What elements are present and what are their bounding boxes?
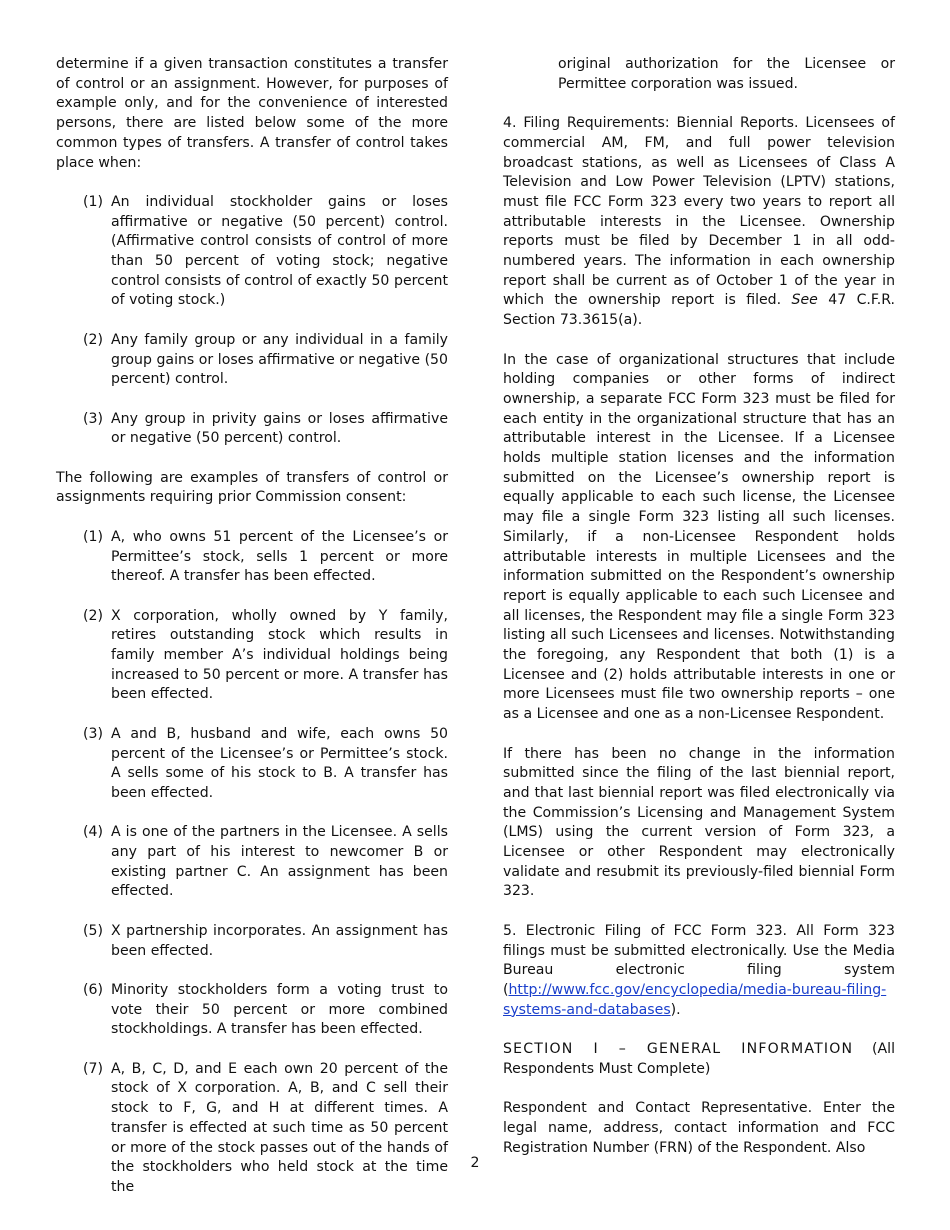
item-number: (7)	[83, 1060, 103, 1077]
electronic-filing-heading: 5. Electronic Filing of FCC Form 323.	[503, 922, 788, 939]
page-number: 2	[470, 1155, 480, 1171]
item-number: (1)	[83, 193, 103, 210]
electronic-filing-close: ).	[670, 1001, 681, 1018]
section-subtitle: (All Respondents Must Complete)	[503, 1041, 895, 1077]
see-signal: See	[791, 292, 818, 309]
list-item	[56, 1060, 448, 1198]
examples-intro: The following are examples of transfers of control or assignments requiring prior Commission consent:	[56, 469, 448, 506]
item-number: (6)	[83, 981, 103, 998]
left-column	[56, 55, 448, 1217]
list-item	[56, 528, 448, 587]
list-item	[56, 193, 448, 311]
organizational-structures-paragraph: In the case of organizational structures that include holding companies or other forms of indirect ownership, a separate FCC Form 323 must be filed for each entity in the organizational structure that has an attributable interest in the Licensee. If a Licensee holds multiple station licenses and the information submitted on the Licensee’s ownership report is equally applicable to each such license, the Licensee may file a single Form 323 listing all such licenses. Similarly, if a non-Licensee Respondent holds attributable interests in multiple Licensees and the information submitted on the Respondent’s ownership report is equally applicable to each such Licensee and all licenses, the Respondent may file a single Form 323 listing all such Licensees and licenses. Notwithstanding the foregoing, any Respondent that both (1) is a Licensee and (2) holds attributable interests in one or more Licensees must file two ownership reports – one as a Licensee and one as a non-Licensee Respondent.	[503, 351, 895, 723]
list-item	[56, 725, 448, 804]
filing-requirements-body: Licensees of commercial AM, FM, and full power television broadcast stations, as well as Licensees of Class A Television and Low Power Television (LPTV) stations, must file FCC Form 323 every two years to report all attributable interests in the Licensee. Ownership reports must be filed by December 1 in all odd-numbered years. The information in each ownership report shall be current as of October 1 of the year in which the ownership report is filed.	[503, 115, 895, 309]
item-text: Minority stockholders form a voting trust to vote their 50 percent or more combined stockholdings. A transfer has been effected.	[111, 981, 448, 1038]
item-text: A and B, husband and wife, each owns 50 percent of the Licensee’s or Permittee’s stock. A sells some of his stock to B. A transfer has been effected.	[111, 725, 448, 801]
intro-paragraph: determine if a given transaction constitutes a transfer of control or an assignment. However, for purposes of example only, and for the convenience of interested persons, there are listed below some of the more common types of transfers. A transfer of control takes place when:	[56, 56, 448, 171]
list-item	[56, 607, 448, 706]
media-bureau-filing-link[interactable]: http://www.fcc.gov/encyclopedia/media-bureau-filing-systems-and-databases	[503, 981, 887, 1018]
item-number: (1)	[83, 528, 103, 545]
section-heading	[503, 1040, 895, 1079]
item-text: A is one of the partners in the Licensee. A sells any part of his interest to newcomer B or existing partner C. An assignment has been effected.	[111, 824, 448, 900]
item-text: A, who owns 51 percent of the Licensee’s or Permittee’s stock, sells 1 percent or more thereof. A transfer has been effected.	[111, 528, 448, 585]
item-text: X partnership incorporates. An assignment has been effected.	[111, 922, 448, 959]
item-text: X corporation, wholly owned by Y family, retires outstanding stock which results in family member A’s individual holdings being increased to 50 percent or more. A transfer has been effected.	[111, 607, 448, 703]
filing-requirements-heading: 4. Filing Requirements: Biennial Reports.	[503, 115, 799, 132]
item-number: (4)	[83, 824, 103, 841]
example-7-continuation: original authorization for the Licensee or Permittee corporation was issued.	[558, 56, 895, 92]
list-item	[56, 981, 448, 1040]
section-title: SECTION I – GENERAL INFORMATION	[503, 1041, 854, 1058]
electronic-filing-body: All Form 323 filings must be submitted electronically. Use the Media Bureau electronic filing system (	[503, 922, 895, 998]
item-number: (2)	[83, 607, 103, 624]
list-item	[56, 410, 448, 449]
item-text: An individual stockholder gains or loses affirmative or negative (50 percent) control. (Affirmative control consists of control of more than 50 percent of voting stock; negative control consists of control of exactly 50 percent of voting stock.)	[111, 193, 448, 309]
examples-list	[56, 528, 448, 1198]
item-number: (3)	[83, 410, 103, 427]
control-list	[56, 193, 448, 449]
respondent-heading: Respondent and Contact Representative.	[503, 1100, 813, 1117]
item-text: Any family group or any individual in a family group gains or loses affirmative or negative (50 percent) control.	[111, 331, 448, 388]
list-item	[56, 331, 448, 390]
list-item	[56, 922, 448, 961]
filing-requirements-citation: 47 C.F.R. Section 73.3615(a).	[503, 292, 895, 329]
item-number: (2)	[83, 331, 103, 348]
list-item	[56, 823, 448, 902]
item-number: (3)	[83, 725, 103, 742]
electronic-filing-paragraph	[503, 922, 895, 1021]
no-change-paragraph: If there has been no change in the information submitted since the filing of the last biennial report, and that last biennial report was filed electronically via the Commission’s Licensing and Management System (LMS) using the current version of Form 323, a Licensee or other Respondent may electronically validate and resubmit its previously-filed biennial Form 323.	[503, 745, 895, 900]
right-column	[503, 55, 895, 1178]
item-text: A, B, C, D, and E each own 20 percent of the stock of X corporation. A, B, and C sell their stock to F, G, and H at different times. A transfer is effected at such time as 50 percent or more of the stock passes out of the hands of the stockholders who held stock at the time the	[111, 1060, 448, 1195]
filing-requirements-paragraph	[503, 114, 895, 331]
item-number: (5)	[83, 922, 103, 939]
respondent-paragraph	[503, 1099, 895, 1158]
respondent-body: Enter the legal name, address, contact information and FCC Registration Number (FRN) of the Respondent. Also	[503, 1100, 896, 1156]
item-text: Any group in privity gains or loses affirmative or negative (50 percent) control.	[111, 410, 448, 447]
